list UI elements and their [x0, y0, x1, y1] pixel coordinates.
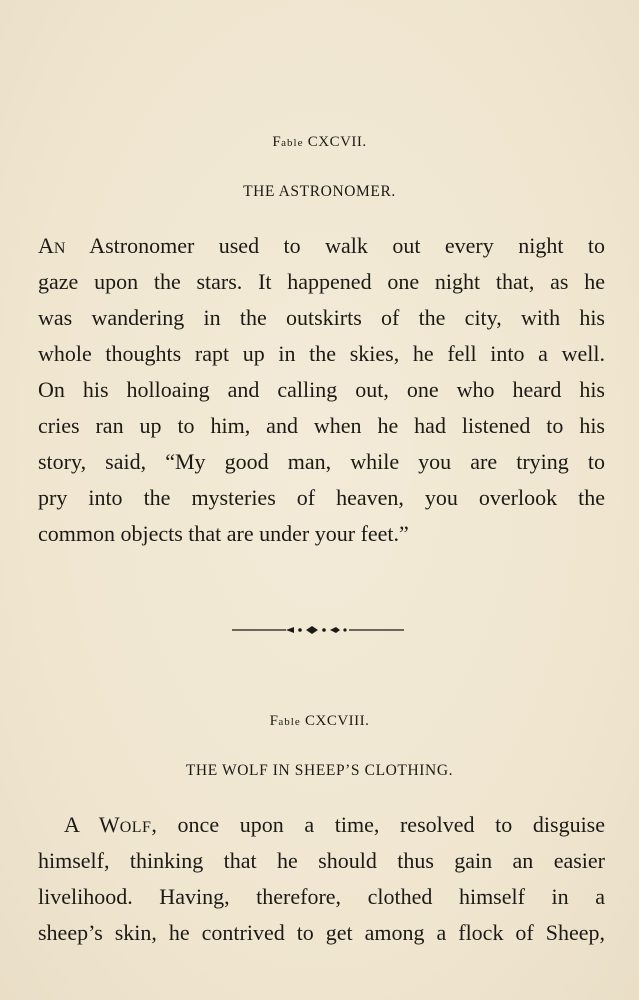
lead-initial-word: W	[98, 812, 120, 837]
fable-line-1	[64, 812, 605, 841]
ornamental-divider	[232, 622, 404, 638]
fable-word-initial: F	[272, 134, 282, 150]
lead-initial: A	[38, 233, 54, 258]
fable-line-7: story, said, “My good man, while you are trying to	[38, 449, 605, 474]
fable-line-4: whole thoughts rapt up in the skies, he fell into a well.	[38, 341, 605, 366]
fable-line-9: common objects that are under your feet.”	[38, 521, 409, 546]
fable-line-5: On his holloaing and calling out, one who heard his	[38, 377, 605, 402]
fable-title: THE ASTRONOMER.	[243, 183, 396, 200]
fable-roman-numeral: CXCVIII.	[305, 713, 370, 729]
fable-line-3: livelihood. Having, therefore, clothed himself in a	[38, 884, 605, 909]
fable-number-heading	[0, 134, 639, 151]
line-text: , once upon a time, resolved to disguise	[151, 812, 606, 837]
fable-roman-numeral: CXCVII.	[307, 134, 367, 150]
fable-number-heading	[0, 713, 639, 730]
fable-line-2: gaze upon the stars. It happened one night that, as he	[38, 269, 605, 294]
lead-small-caps: OLF	[119, 819, 152, 836]
fable-line-6: cries ran up to him, and when he had listened to his	[38, 413, 605, 438]
fable-line-1	[38, 233, 605, 262]
lead-small-caps: N	[53, 240, 66, 257]
lead-initial: A	[64, 812, 99, 837]
fable-line-4: sheep’s skin, he contrived to get among a flock of Sheep,	[38, 920, 605, 945]
fable-title: THE WOLF IN SHEEP’S CLOTHING.	[185, 762, 454, 779]
fable-line-2: himself, thinking that he should thus gain an easier	[38, 848, 605, 873]
fable-word-rest: able	[278, 716, 301, 728]
fable-word-initial: F	[269, 713, 279, 729]
fable-line-3: was wandering in the outskirts of the city, with his	[38, 305, 605, 330]
line-text: Astronomer used to walk out every night to	[65, 233, 605, 258]
fable-line-8: pry into the mysteries of heaven, you overlook the	[38, 485, 605, 510]
fable-word-rest: able	[281, 137, 304, 149]
